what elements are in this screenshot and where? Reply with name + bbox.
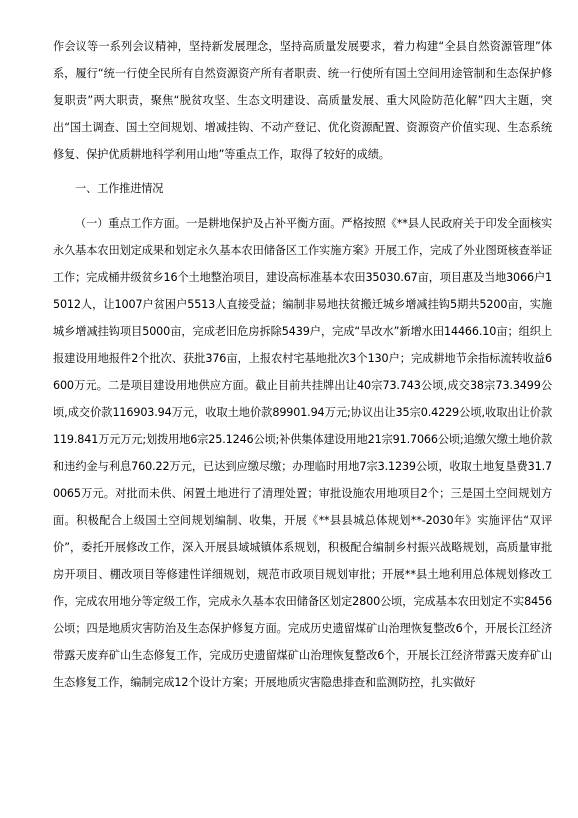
section-heading: 一、工作推进情况 xyxy=(75,182,164,195)
work-progress-paragraph: （一）重点工作方面。一是耕地保护及占补平衡方面。严格按照《**县人民政府关于印发全面核实永久基本农田划定成果和划定永久基本农田储备区工作实施方案》开展工作，完成了外业图斑核查举证工作；完成桶井级贫乡16个土地整治项目，建设高标准基本农田35030.67亩，项目惠及当地3066户15012人，让1007户贫困户5513人直接受益；编制非易地扶贫搬迁城乡增减挂钩5期共5200亩，实施城乡增减挂钩项目5000亩，完成老旧危房拆除5439户，完成“旱改水”新增水田14466.10亩；组织上报建设用地报件2个批次、获批376亩，上报农村宅基地批次3个130户；完成耕地节余指标流转收益6600万元。二是项目建设用地供应方面。截止目前共挂牌出让40宗73.743公顷,成交38宗73.3499公顷,成交价款116903.94万元，收取土地价款89901.94万元;协议出让35宗0.4229公顷,收取出让价款119.841万元万元;划拨用地6宗25.1246公顷;补供集体建设用地21宗91.7066公顷;追缴欠缴土地价款和违约金与利息760.22万元，已达到应缴尽缴；办理临时用地7宗3.1239公顷，收取土地复垦费31.70065万元。对批而未供、闲置土地进行了清理处置；审批设施农用地项目2个；三是国土空间规划方面。积极配合上级国土空间规划编制、收集，开展《**县县城总体规划**-2030年》实施评估“双评价”，委托开展修改工作，深入开展县域城镇体系规划，积极配合编制乡村振兴战略规划，高质量审批房开项目、棚改项目等修建性详细规划，规范市政项目规划审批；开展**县土地利用总体规划修改工作，完成农用地分等定级工作，完成永久基本农田储备区划定2800公顷，完成基本农田划定不实8456公顷；四是地质灾害防治及生态保护修复方面。完成历史遗留煤矿山治理恢复整改6个，开展长江经济带露天废弃矿山生态修复工作，完成历史遗留煤矿山治理恢复整改6个，开展长江经济带露天废弃矿山生态修复工作，编制完成12个设计方案；开展地质灾害隐患排查和监测防控，扎实做好 xyxy=(53,217,552,689)
intro-paragraph: 作会议等一系列会议精神，坚持新发展理念，坚持高质量发展要求，着力构建“全县自然资源管理”体系，履行“统一行使全民所有自然资源资产所有者职责、统一行使所有国土空间用途管制和生态保护修复职责”两大职责，聚焦“脱贫攻坚、生态文明建设、高质量发展、重大风险防范化解”四大主题，突出“国土调查、国土空间规划、增减挂钩、不动产登记、优化资源配置、资源资产价值实现、生态系统修复、保护优质耕地科学利用山地”等重点工作，取得了较好的成绩。 xyxy=(53,40,552,161)
